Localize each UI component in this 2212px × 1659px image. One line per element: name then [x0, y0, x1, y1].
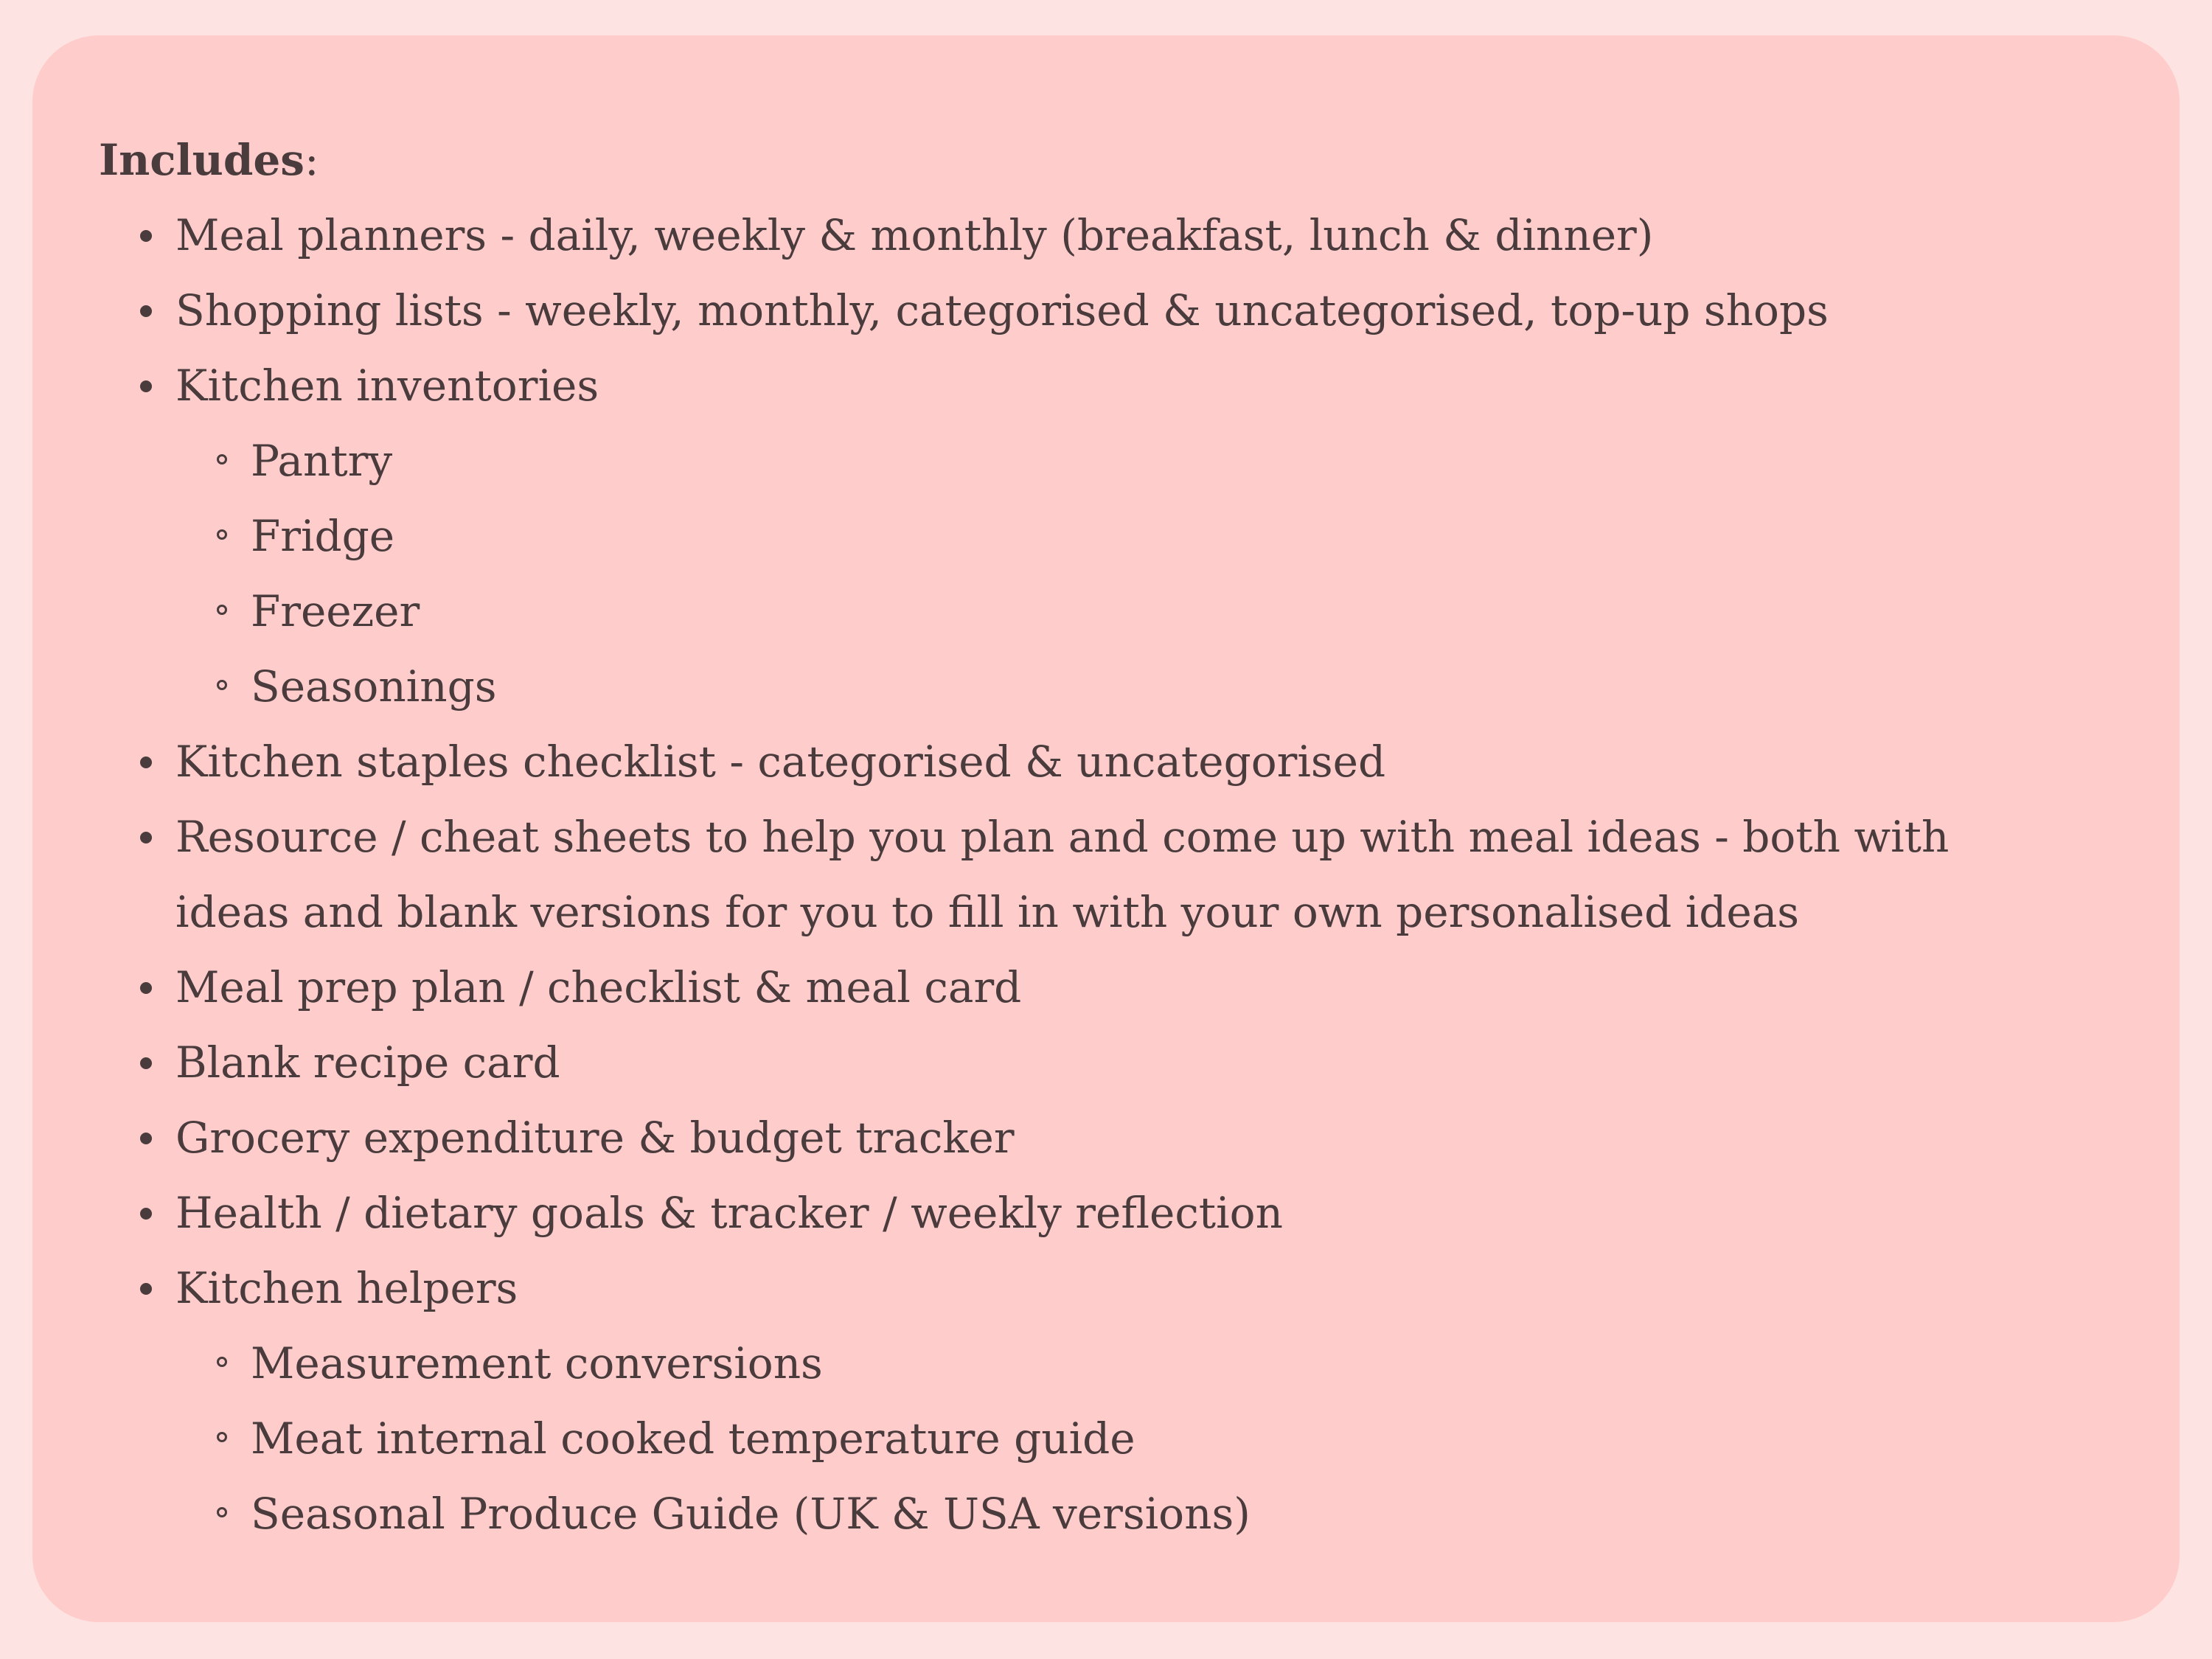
list-item-text: Freezer	[251, 586, 420, 636]
list-item	[99, 1175, 2075, 1251]
bullet-icon	[140, 982, 152, 994]
list-item	[99, 273, 2075, 348]
sub-list-item	[99, 423, 2180, 498]
hollow-bullet-icon	[217, 1507, 227, 1517]
list-item-text: Kitchen staples checklist - categorised & uncategorised	[175, 737, 1386, 787]
bullet-icon	[140, 1208, 152, 1220]
includes-heading	[99, 122, 2180, 198]
list-item-text: Health / dietary goals & tracker / weekly reflection	[175, 1188, 1283, 1238]
list-item-text: Shopping lists - weekly, monthly, categorised & uncategorised, top-up shops	[175, 285, 1829, 335]
list-item-text: Blank recipe card	[175, 1037, 560, 1088]
list-item	[99, 1251, 2075, 1326]
hollow-bullet-icon	[217, 605, 227, 615]
includes-list	[99, 198, 2180, 1551]
list-item-text: Meat internal cooked temperature guide	[251, 1413, 1135, 1464]
heading-bold-text: Includes	[99, 135, 305, 185]
includes-card	[32, 35, 2180, 1622]
list-item-text: Resource / cheat sheets to help you plan and come up with meal ideas - both with ideas and blank versions for you to fill in with your own personalised ideas	[175, 812, 1950, 937]
list-item	[99, 1025, 2075, 1100]
sub-list-item	[99, 574, 2180, 649]
list-item	[99, 348, 2075, 423]
list-item-text: Fridge	[251, 511, 395, 561]
sub-list-item	[99, 498, 2180, 574]
sub-list-item	[99, 1476, 2180, 1551]
bullet-icon	[140, 1133, 152, 1144]
hollow-bullet-icon	[217, 1357, 227, 1367]
list-item-text: Pantry	[251, 436, 393, 486]
list-item-text: Kitchen helpers	[175, 1263, 518, 1313]
list-item	[99, 198, 2075, 273]
list-item-text: Meal planners - daily, weekly & monthly (breakfast, lunch & dinner)	[175, 210, 1654, 260]
heading-colon: :	[304, 135, 319, 185]
list-item-text: Seasonings	[251, 661, 497, 712]
bullet-icon	[140, 380, 152, 392]
list-item-text: Measurement conversions	[251, 1338, 823, 1388]
sub-list-item	[99, 1326, 2180, 1401]
sub-list-item	[99, 1401, 2180, 1476]
list-item	[99, 799, 2075, 950]
hollow-bullet-icon	[217, 529, 227, 540]
bullet-icon	[140, 757, 152, 768]
list-item	[99, 1100, 2075, 1175]
list-item-text: Seasonal Produce Guide (UK & USA versions)	[251, 1489, 1251, 1539]
list-item	[99, 724, 2075, 799]
list-item-text: Meal prep plan / checklist & meal card	[175, 962, 1022, 1012]
bullet-icon	[140, 230, 152, 242]
hollow-bullet-icon	[217, 1432, 227, 1442]
list-item-text: Grocery expenditure & budget tracker	[175, 1113, 1015, 1163]
list-item-text: Kitchen inventories	[175, 361, 599, 411]
bullet-icon	[140, 1057, 152, 1069]
hollow-bullet-icon	[217, 680, 227, 690]
sub-list-item	[99, 649, 2180, 724]
bullet-icon	[140, 305, 152, 317]
hollow-bullet-icon	[217, 454, 227, 465]
list-item	[99, 950, 2075, 1025]
bullet-icon	[140, 832, 152, 844]
bullet-icon	[140, 1283, 152, 1295]
